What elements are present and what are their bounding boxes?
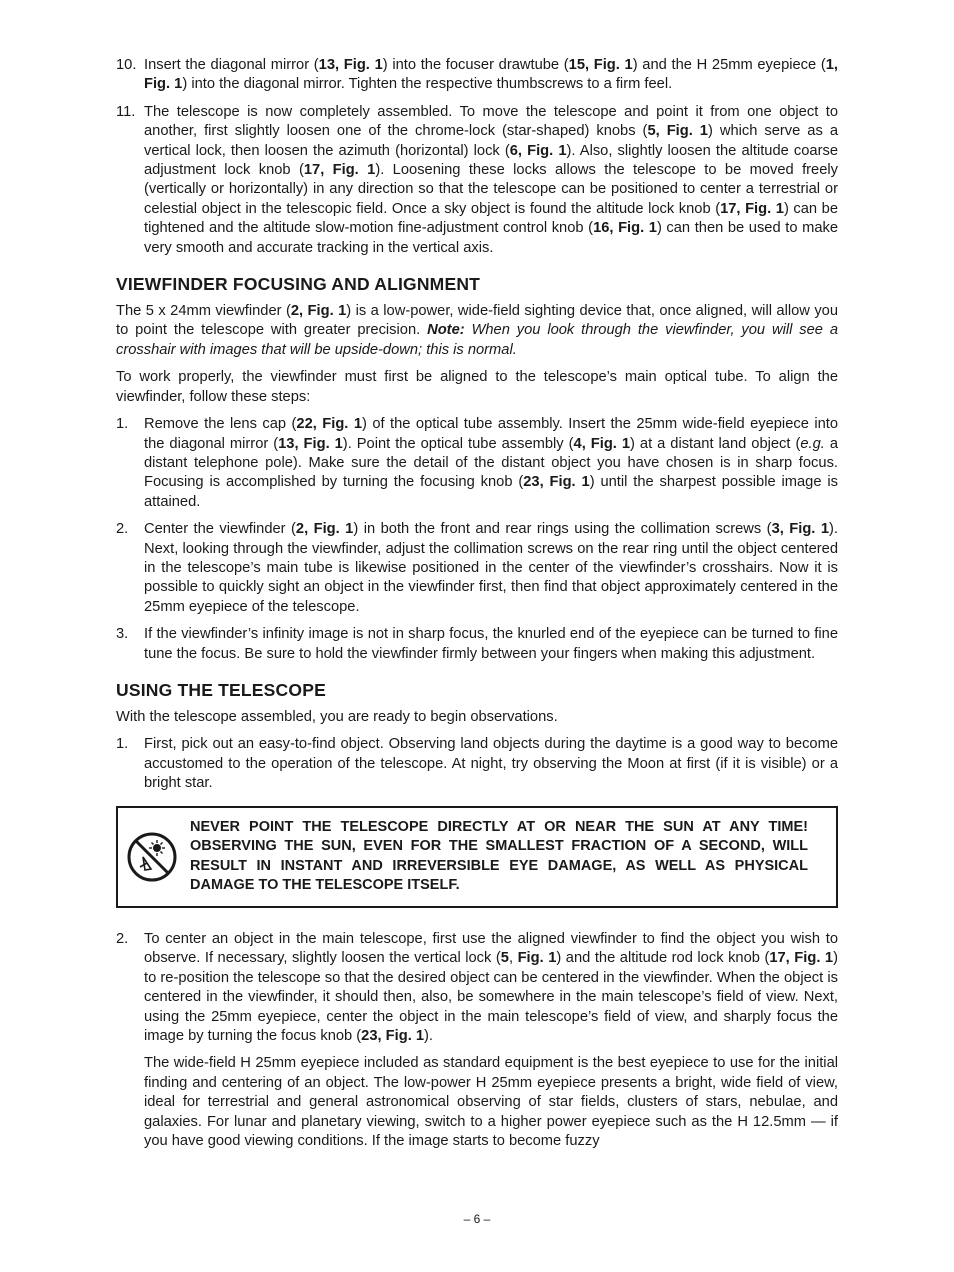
text-segment: a distant telephone pole). Make sure the detail of the distant object you have chosen is in sharp focus. Focusing is accomplished by turning the focusing knob (	[144, 435, 839, 491]
item-number: 11.	[116, 103, 136, 120]
reference-emphasis: 23, Fig. 1	[361, 1028, 425, 1044]
item-text	[144, 625, 838, 664]
reference-emphasis: 3, Fig. 1	[771, 521, 830, 538]
item-number: 2.	[116, 930, 129, 947]
text-segment: ). Loosening these locks allows the telescope to be moved freely (vertically or horizontally) in any direction so that the telescope can be positioned to center a terrestrial or celestial object in the telescopic field. Once a sky object is found the altitude lock knob (	[144, 162, 838, 217]
item-text	[144, 415, 838, 512]
item-number: 2.	[116, 521, 129, 538]
item-number: 10.	[116, 57, 137, 73]
reference-emphasis: 2, Fig. 1	[295, 521, 354, 538]
text-segment: First, pick out an easy-to-find object. Observing land objects during the daytime is a good way to become accustomed to the operation of the telescope. At night, try observing the Moon at first (if it is visible) or a bright star.	[144, 736, 838, 792]
text-segment: ). Also, slightly loosen the altitude coarse adjustment lock knob (	[144, 142, 839, 179]
text-segment: If the viewfinder’s infinity image is not in sharp focus, the knurled end of the eyepiece can be turned to fine tune the focus. Be sure to hold the viewfinder firmly between your fingers when making this adjustment.	[144, 626, 838, 662]
text-segment: The wide-field H 25mm eyepiece included as standard equipment is the best eyepiece to use for the initial finding and centering of an object. The low-power H 25mm eyepiece presents a bright, wide field of view, ideal for terrestrial and general astronomical observing of star fields, clusters of stars, nebulae, and galaxies. For lunar and planetary viewing, switch to a higher power eyepiece such as the H 12.5mm — if you have good viewing conditions. If the image starts to become fuzzy	[144, 1055, 838, 1150]
text-segment: ) to re-position the telescope so that the desired object can be centered in the viewfinder. When the object is centered in the viewfinder, it should then, also, be somewhere in the main telescope’s field of view. Next, using the 25mm eyepiece, center the object in the main telescope’s field of view, and sharply focus the image by turning the focus knob (	[144, 950, 838, 1044]
paragraph	[116, 302, 838, 360]
item-text	[144, 930, 838, 1046]
text-segment: ).	[424, 1028, 434, 1044]
text-segment: ). Next, looking through the viewfinder, adjust the collimation screws on the rear ring until the object centered in the telescope’s main tube is likewise positioned in the center of the viewfinder’s crosshairs. Now it is possible to quickly sight an object in the viewfinder first, then find that object approximately centered in the 25mm eyepiece of the telescope.	[144, 521, 839, 615]
sun-warning-box	[116, 806, 838, 908]
italic-text: When you look through the viewfinder, you will see a crosshair with images that will be upside-down; this is normal.	[116, 322, 838, 358]
reference-emphasis: 17, Fig. 1	[769, 950, 834, 967]
list-item	[116, 103, 838, 258]
text-segment: ) into the focuser drawtube (	[382, 57, 569, 73]
reference-emphasis: 15, Fig. 1	[568, 57, 633, 73]
section-heading-using: USING THE TELESCOPE	[116, 679, 326, 700]
reference-emphasis: 5	[500, 950, 509, 967]
text-segment: ) in both the front and rear rings using the collimation screws (	[353, 521, 772, 538]
list-item	[116, 625, 838, 664]
text-segment: ) can be tightened and the altitude slow-motion fine-adjustment control knob (	[144, 200, 838, 237]
text-segment: Insert the diagonal mirror (	[144, 57, 319, 73]
list-item	[116, 735, 838, 793]
text-segment: ) can then be used to make very smooth and accurate tracking in the vertical axis.	[144, 220, 838, 256]
reference-emphasis: 22, Fig. 1	[296, 416, 362, 433]
text-segment: ) of the optical tube assembly. Insert the 25mm wide-field eyepiece into the diagonal mirror (	[144, 416, 838, 452]
text-segment: ) and the H 25mm eyepiece (	[632, 57, 826, 73]
text-segment: ) into the diagonal mirror. Tighten the respective thumbscrews to a firm feel.	[182, 76, 673, 93]
reference-emphasis: Fig. 1	[517, 950, 557, 967]
text-segment: Center the viewfinder (	[144, 521, 296, 538]
item-number: 1.	[116, 416, 129, 433]
text-segment: ) is a low-power, wide-field sighting device that, once aligned, will allow you to point the telescope with greater precision.	[116, 303, 839, 339]
text-segment: To center an object in the main telescope, first use the aligned viewfinder to find the object you wish to observe. If necessary, slightly loosen the vertical lock (	[144, 930, 838, 967]
no-sun-warning-icon	[126, 831, 178, 883]
reference-emphasis: Note:	[427, 322, 465, 339]
reference-emphasis: 13, Fig. 1	[318, 57, 383, 73]
text-segment: The 5 x 24mm viewfinder (	[116, 303, 291, 320]
reference-emphasis: 17, Fig. 1	[303, 162, 376, 179]
reference-emphasis: 16, Fig. 1	[593, 220, 657, 237]
item-number: 1.	[116, 736, 129, 753]
text-segment: ) which serve as a vertical lock, then loosen the azimuth (horizontal) lock (	[144, 123, 838, 159]
section-heading-viewfinder: VIEWFINDER FOCUSING AND ALIGNMENT	[116, 274, 481, 295]
list-item	[116, 930, 838, 1046]
item-text	[144, 520, 838, 617]
list-item	[116, 56, 838, 95]
reference-emphasis: 6, Fig. 1	[509, 142, 567, 159]
text-segment: Remove the lens cap (	[144, 416, 297, 433]
paragraph	[116, 708, 838, 727]
item-text	[144, 735, 838, 793]
text-segment: ) and the altitude rod lock knob (	[556, 950, 770, 967]
text-segment: ) at a distant land object (	[630, 435, 801, 452]
reference-emphasis: 17, Fig. 1	[720, 200, 784, 217]
item-text	[144, 103, 838, 258]
text-segment: The telescope is now completely assembled. To move the telescope and point it from one object to another, first slightly loosen one of the chrome-lock (star-shaped) knobs (	[144, 103, 838, 140]
text-segment: ) until the sharpest possible image is attained.	[144, 474, 838, 510]
italic-text: e.g.	[800, 435, 825, 452]
reference-emphasis: 1, Fig. 1	[144, 57, 839, 93]
paragraph	[116, 368, 838, 407]
reference-emphasis: 5, Fig. 1	[647, 123, 708, 140]
list-item	[116, 415, 838, 512]
item-text	[144, 56, 838, 95]
text-segment: To work properly, the viewfinder must first be aligned to the telescope’s main optical tube. To align the viewfinder, follow these steps:	[116, 369, 838, 405]
reference-emphasis: 13, Fig. 1	[278, 435, 343, 452]
viewfinder-steps-list	[116, 415, 838, 664]
warning-text: NEVER POINT THE TELESCOPE DIRECTLY AT OR NEAR THE SUN AT ANY TIME! OBSERVING THE SUN, EVEN FOR THE SMALLEST FRACTION OF A SECOND, WILL RESULT IN INSTANT AND IRREVERSIBLE EYE DAMAGE, AS WELL AS PHYSICAL DAMAGE TO THE TELESCOPE ITSELF.	[190, 818, 808, 894]
list-item	[116, 520, 838, 617]
assembly-steps-list	[116, 56, 838, 258]
reference-emphasis: 4, Fig. 1	[573, 435, 631, 452]
item-number: 3.	[116, 626, 129, 643]
page-number: – 6 –	[463, 1212, 491, 1226]
text-segment: ). Point the optical tube assembly (	[342, 435, 574, 452]
text-segment: With the telescope assembled, you are ready to begin observations.	[116, 708, 558, 725]
text-segment: ,	[508, 950, 518, 967]
manual-page	[116, 56, 838, 1159]
paragraph	[116, 1054, 838, 1151]
reference-emphasis: 2, Fig. 1	[290, 303, 347, 320]
reference-emphasis: 23, Fig. 1	[523, 474, 590, 491]
